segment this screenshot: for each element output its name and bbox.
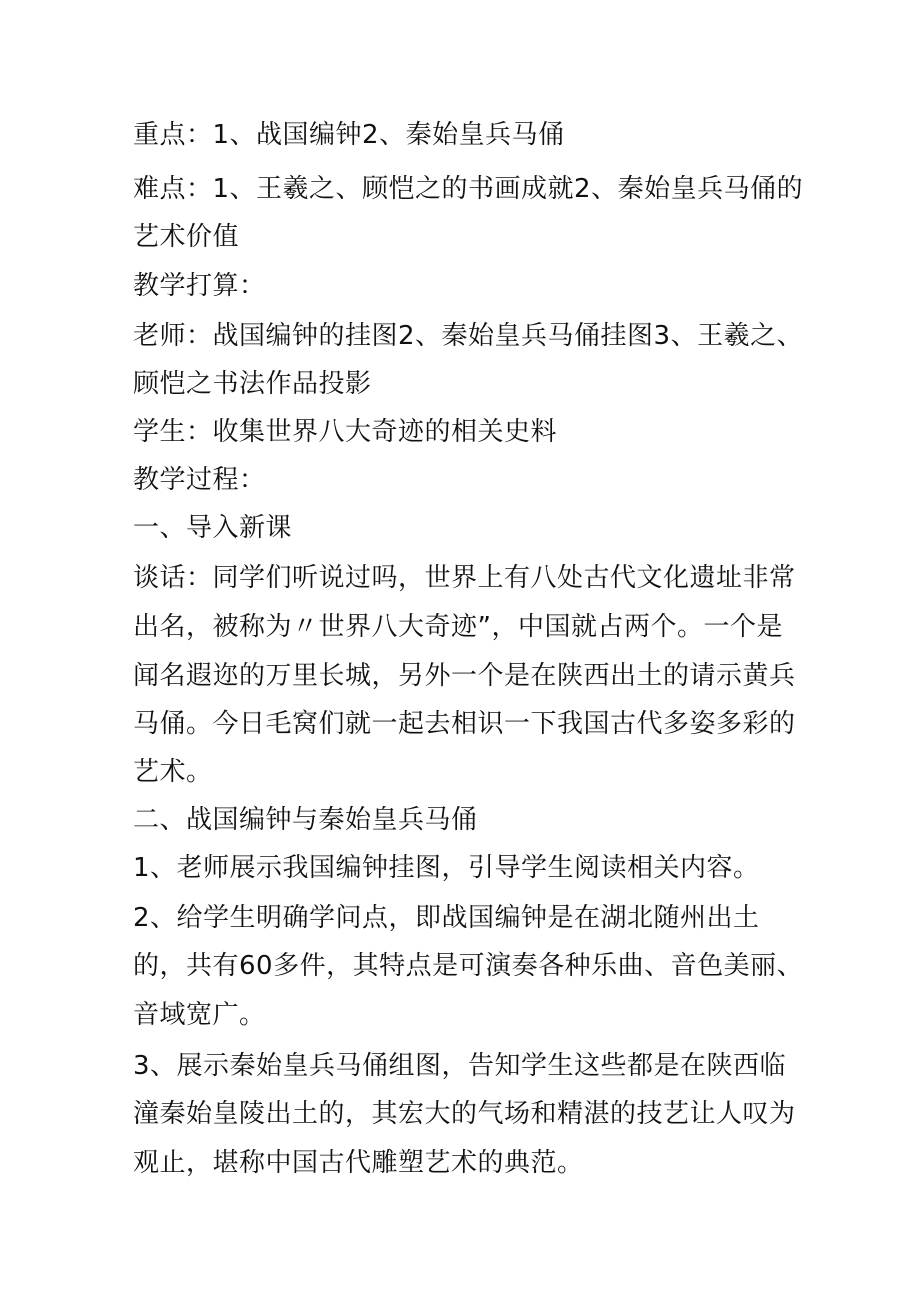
numbered-item-3: 3、展示秦始皇兵马俑组图，告知学生这些都是在陕西临: [133, 1051, 787, 1081]
student-materials-line: 学生：收集世界八大奇迹的相关史料: [133, 417, 558, 447]
key-points-line: 重点：1、战国编钟2、秦始皇兵马俑: [133, 120, 565, 150]
numbered-item-3-continued: 观止，堪称中国古代雕塑艺术的典范。: [133, 1148, 584, 1178]
paragraph-line: 闻名遐迩的万里长城，另外一个是在陕西出土的请示黄兵: [133, 661, 796, 691]
paragraph-line: 马俑。今日毛窝们就一起去相识一下我国古代多姿多彩的: [133, 709, 796, 739]
paragraph-line: 出名，被称为〃世界八大奇迹”，中国就占两个。一个是: [133, 612, 783, 642]
numbered-item-2: 2、给学生明确学问点，即战国编钟是在湖北随州出土: [133, 903, 760, 933]
paragraph-line: 艺术。: [133, 757, 213, 787]
teacher-materials-line-continued: 顾恺之书法作品投影: [133, 369, 372, 399]
numbered-item-2-continued: 的，共有60多件，其特点是可演奏各种乐曲、音色美丽、: [133, 951, 804, 981]
paragraph-line: 谈话：同学们听说过吗，世界上有八处古代文化遗址非常: [133, 563, 796, 593]
teacher-materials-line: 老师：战国编钟的挂图2、秦始皇兵马俑挂图3、王羲之、: [133, 321, 804, 351]
difficult-points-line: 难点：1、王羲之、顾恺之的书画成就2、秦始皇兵马俑的: [133, 174, 804, 204]
numbered-item-2-continued: 音域宽广。: [133, 1000, 266, 1030]
section-one-heading: 一、导入新课: [133, 513, 293, 543]
numbered-item-1: 1、老师展示我国编钟挂图，引导学生阅读相关内容。: [133, 853, 760, 883]
difficult-points-line-continued: 艺术价值: [133, 222, 240, 252]
section-two-heading: 二、战国编钟与秦始皇兵马俑: [133, 805, 478, 835]
numbered-item-3-continued: 潼秦始皇陵出土的，其宏大的气场和精湛的技艺让人叹为: [133, 1099, 796, 1129]
teaching-plan-heading: 教学打算：: [133, 271, 266, 301]
teaching-process-heading: 教学过程：: [133, 465, 266, 495]
